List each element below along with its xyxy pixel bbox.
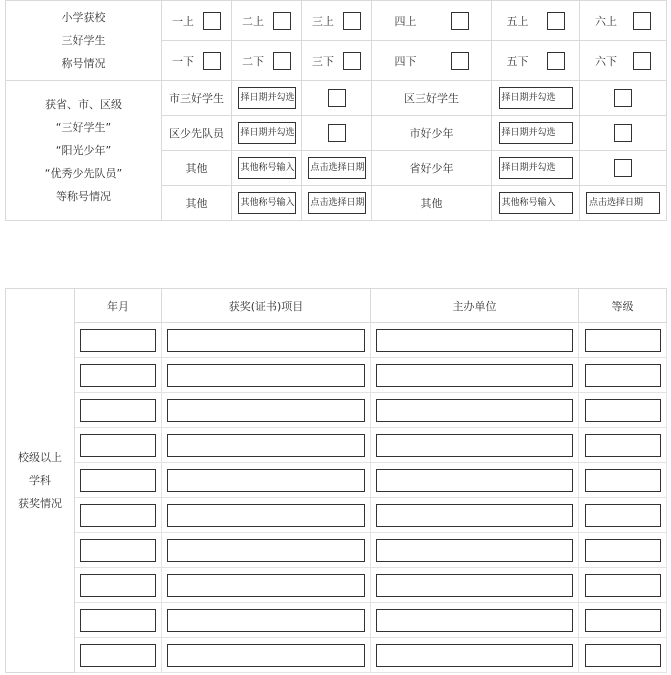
award-project-input[interactable] <box>167 434 365 457</box>
award-organizer-input[interactable] <box>376 504 573 527</box>
awards-side-label <box>6 289 75 673</box>
award-organizer-input[interactable] <box>376 399 573 422</box>
award-project-input[interactable] <box>167 399 365 422</box>
table-cell <box>75 428 162 463</box>
grade-label: 二下 <box>242 54 264 68</box>
table-cell <box>75 498 162 533</box>
school-honor-label <box>6 1 162 81</box>
grade-checkbox[interactable] <box>633 12 651 30</box>
honor-name: 省好少年 <box>372 151 492 186</box>
award-level-input[interactable] <box>585 504 661 527</box>
table-cell <box>371 568 579 603</box>
table-cell <box>162 323 371 358</box>
table-row <box>6 393 667 428</box>
regional-honor-label-line: “阳光少年” <box>55 144 112 157</box>
honor-name: 市好少年 <box>372 116 492 151</box>
regional-honor-label-line: “三好学生” <box>55 121 112 134</box>
grade-checkbox[interactable] <box>451 12 469 30</box>
grade-cell <box>232 1 302 41</box>
table-cell <box>162 393 371 428</box>
table-row <box>6 603 667 638</box>
date-picker-input[interactable]: 点击选择日期 <box>586 192 660 214</box>
award-date-input[interactable] <box>80 644 156 667</box>
awards-table <box>5 288 667 673</box>
grade-label: 五下 <box>506 54 529 68</box>
date-picker-input[interactable]: 点击选择日期 <box>308 192 366 214</box>
regional-honor-label-line: 等称号情况 <box>56 190 111 203</box>
honor-date-input[interactable]: 择日期并勾选 <box>499 122 573 144</box>
grade-label: 三上 <box>312 14 334 28</box>
grade-label: 三下 <box>312 54 334 68</box>
honor-date-input[interactable]: 择日期并勾选 <box>499 157 573 179</box>
award-date-input[interactable] <box>80 469 156 492</box>
award-project-input[interactable] <box>167 644 365 667</box>
grade-checkbox[interactable] <box>343 12 361 30</box>
grade-cell <box>302 1 372 41</box>
award-level-input[interactable] <box>585 469 661 492</box>
honor-checkbox[interactable] <box>614 124 632 142</box>
table-cell <box>75 393 162 428</box>
table-cell <box>75 603 162 638</box>
table-row <box>6 358 667 393</box>
award-organizer-input[interactable] <box>376 609 573 632</box>
column-header-level: 等级 <box>579 289 667 323</box>
award-project-input[interactable] <box>167 329 365 352</box>
honor-date-input[interactable]: 择日期并勾选 <box>238 122 296 144</box>
honor-name: 其他 <box>162 186 232 221</box>
table-cell <box>579 603 667 638</box>
regional-honor-label-line: 获省、市、区级 <box>45 98 122 111</box>
table-cell <box>579 393 667 428</box>
table-row <box>6 323 667 358</box>
table-cell <box>162 568 371 603</box>
honors-table <box>5 0 667 221</box>
table-cell <box>579 323 667 358</box>
other-honor-input[interactable]: 其他称号输入 <box>499 192 573 214</box>
table-cell <box>75 638 162 673</box>
honor-date-input[interactable]: 择日期并勾选 <box>238 87 296 109</box>
award-level-input[interactable] <box>585 364 661 387</box>
other-honor-input[interactable]: 其他称号输入 <box>238 192 296 214</box>
grade-checkbox[interactable] <box>633 52 651 70</box>
award-project-input[interactable] <box>167 364 365 387</box>
table-row <box>6 498 667 533</box>
table-cell <box>75 533 162 568</box>
award-project-input[interactable] <box>167 539 365 562</box>
table-cell <box>371 498 579 533</box>
table-cell <box>371 393 579 428</box>
honor-checkbox[interactable] <box>328 124 346 142</box>
award-date-input[interactable] <box>80 574 156 597</box>
regional-honor-label-line: “优秀少先队员” <box>44 167 123 180</box>
table-row <box>6 568 667 603</box>
school-honor-label-line: 称号情况 <box>61 57 106 70</box>
date-picker-input[interactable]: 点击选择日期 <box>308 157 366 179</box>
grade-cell <box>492 41 580 81</box>
award-project-input[interactable] <box>167 609 365 632</box>
awards-side-label-line: 校级以上 <box>18 451 62 464</box>
award-date-input[interactable] <box>80 609 156 632</box>
table-cell <box>162 463 371 498</box>
grade-cell <box>232 41 302 81</box>
award-level-input[interactable] <box>585 644 661 667</box>
grade-checkbox[interactable] <box>203 12 221 30</box>
table-row <box>6 638 667 673</box>
table-row <box>6 533 667 568</box>
award-project-input[interactable] <box>167 469 365 492</box>
grade-cell <box>302 41 372 81</box>
honor-name: 其他 <box>372 186 492 221</box>
table-cell <box>75 568 162 603</box>
award-date-input[interactable] <box>80 399 156 422</box>
award-organizer-input[interactable] <box>376 574 573 597</box>
award-date-input[interactable] <box>80 364 156 387</box>
table-cell <box>162 533 371 568</box>
table-cell <box>371 323 579 358</box>
award-date-input[interactable] <box>80 539 156 562</box>
table-cell <box>371 428 579 463</box>
award-date-input[interactable] <box>80 504 156 527</box>
table-cell <box>75 323 162 358</box>
award-level-input[interactable] <box>585 434 661 457</box>
grade-checkbox[interactable] <box>547 12 565 30</box>
honor-checkbox[interactable] <box>614 159 632 177</box>
table-cell <box>371 463 579 498</box>
table-cell <box>162 358 371 393</box>
table-cell <box>371 638 579 673</box>
table-cell <box>579 358 667 393</box>
award-project-input[interactable] <box>167 574 365 597</box>
table-cell <box>579 638 667 673</box>
grade-checkbox[interactable] <box>203 52 221 70</box>
award-level-input[interactable] <box>585 574 661 597</box>
column-header-project: 获奖(证书)项目 <box>162 289 371 323</box>
school-honor-label-line: 小学获校 <box>61 11 106 24</box>
award-organizer-input[interactable] <box>376 469 573 492</box>
table-cell <box>371 358 579 393</box>
award-organizer-input[interactable] <box>376 434 573 457</box>
honor-checkbox[interactable] <box>328 89 346 107</box>
grade-cell <box>162 41 232 81</box>
award-organizer-input[interactable] <box>376 364 573 387</box>
other-honor-input[interactable]: 其他称号输入 <box>238 157 296 179</box>
grade-cell <box>580 41 667 81</box>
grade-checkbox[interactable] <box>273 12 291 30</box>
table-cell <box>371 533 579 568</box>
grade-checkbox[interactable] <box>343 52 361 70</box>
grade-label: 四上 <box>394 14 417 28</box>
grade-checkbox[interactable] <box>273 52 291 70</box>
table-cell <box>162 638 371 673</box>
column-header-date: 年月 <box>75 289 162 323</box>
regional-honor-label <box>6 81 162 221</box>
table-cell <box>579 463 667 498</box>
award-level-input[interactable] <box>585 539 661 562</box>
table-cell <box>75 358 162 393</box>
grade-checkbox[interactable] <box>547 52 565 70</box>
grade-label: 六上 <box>595 14 617 28</box>
table-cell <box>162 603 371 638</box>
grade-label: 一上 <box>172 14 194 28</box>
honor-name: 其他 <box>162 151 232 186</box>
column-header-organizer: 主办单位 <box>371 289 579 323</box>
awards-side-label-line: 获奖情况 <box>18 497 62 510</box>
grade-cell <box>372 41 492 81</box>
award-organizer-input[interactable] <box>376 329 573 352</box>
grade-label: 一下 <box>172 54 194 68</box>
award-level-input[interactable] <box>585 609 661 632</box>
awards-side-label-line: 学科 <box>29 474 51 487</box>
table-cell <box>162 498 371 533</box>
table-cell <box>371 603 579 638</box>
grade-cell <box>492 1 580 41</box>
table-cell <box>579 533 667 568</box>
award-level-input[interactable] <box>585 329 661 352</box>
award-organizer-input[interactable] <box>376 539 573 562</box>
school-honor-label-line: 三好学生 <box>61 34 106 47</box>
grade-label: 五上 <box>506 14 529 28</box>
table-cell <box>579 428 667 463</box>
award-level-input[interactable] <box>585 399 661 422</box>
table-cell <box>75 463 162 498</box>
honor-date-input[interactable]: 择日期并勾选 <box>499 87 573 109</box>
table-row <box>6 463 667 498</box>
table-row <box>6 428 667 463</box>
grade-label: 四下 <box>394 54 417 68</box>
table-cell <box>162 428 371 463</box>
honor-name: 区少先队员 <box>162 116 232 151</box>
grade-label: 六下 <box>595 54 617 68</box>
honor-checkbox[interactable] <box>614 89 632 107</box>
award-date-input[interactable] <box>80 434 156 457</box>
award-date-input[interactable] <box>80 329 156 352</box>
award-organizer-input[interactable] <box>376 644 573 667</box>
award-project-input[interactable] <box>167 504 365 527</box>
grade-label: 二上 <box>242 14 264 28</box>
honor-name: 市三好学生 <box>162 81 232 116</box>
grade-cell <box>372 1 492 41</box>
table-cell <box>579 498 667 533</box>
grade-cell <box>580 1 667 41</box>
honor-name: 区三好学生 <box>372 81 492 116</box>
grade-cell <box>162 1 232 41</box>
table-cell <box>579 568 667 603</box>
grade-checkbox[interactable] <box>451 52 469 70</box>
